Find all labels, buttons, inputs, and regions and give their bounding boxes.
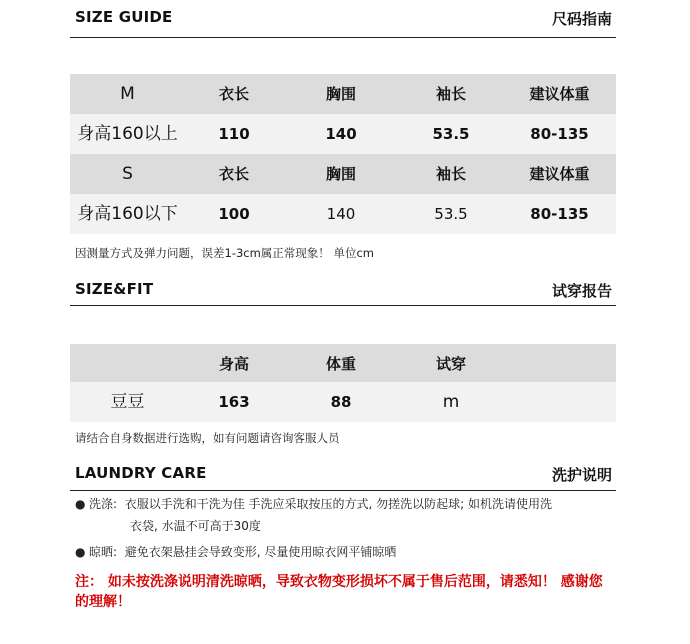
- size-fit-title-cn: 试穿报告: [551, 282, 612, 300]
- col-length: 衣长: [218, 85, 249, 103]
- fit-size-value: m: [442, 392, 460, 412]
- wash-text: 衣服以手洗和干洗为佳 手洗应采取按压的方式, 勿搓洗以防起球; 如机洗请使用洗: [124, 497, 552, 511]
- s-chest-value: 140: [326, 205, 356, 223]
- size-guide-rule: [70, 37, 616, 38]
- size-s-header-row: [70, 154, 616, 194]
- m-sleeve-value: 53.5: [432, 125, 470, 143]
- m-weight-value: 80-135: [530, 125, 589, 143]
- laundry-title: LAUNDRY CARE: [75, 464, 207, 482]
- measurement-note: 因测量方式及弹力问题，误差1-3cm属正常现象！ 单位cm: [75, 246, 374, 260]
- wash-text-continued: 衣袋, 水温不可高于30度: [130, 519, 261, 533]
- size-s-value-row: [70, 194, 616, 234]
- fit-weight-value: 88: [330, 393, 352, 411]
- s-weight-value: 80-135: [530, 205, 589, 223]
- col-sleeve: 袖长: [435, 85, 466, 103]
- dry-instruction: [75, 542, 396, 562]
- size-m-header-row: [70, 74, 616, 114]
- wash-instruction: [75, 494, 552, 514]
- fit-height-value: 163: [218, 393, 250, 411]
- col-chest: 胸围: [325, 85, 356, 103]
- after-sales-warning: 注： 如未按洗涤说明清洗晾晒，导致衣物变形损坏不属于售后范围，请悉知！ 感谢您的理解！: [75, 574, 603, 610]
- col-weight: 建议体重: [529, 85, 590, 103]
- bullet-icon: ●: [75, 545, 86, 559]
- size-m-value-row: [70, 114, 616, 154]
- col-chest: 胸围: [325, 165, 356, 183]
- height-below-160: 身高160以下: [77, 204, 178, 224]
- size-label-m: M: [120, 84, 135, 104]
- fit-col-weight: 体重: [325, 355, 356, 373]
- col-length: 衣长: [218, 165, 249, 183]
- m-chest-value: 140: [325, 125, 357, 143]
- s-length-value: 100: [218, 205, 250, 223]
- fit-col-height: 身高: [218, 355, 249, 373]
- fit-col-name: [70, 344, 185, 384]
- col-weight: 建议体重: [529, 165, 590, 183]
- laundry-rule: [70, 490, 616, 491]
- size-fit-title: SIZE&FIT: [75, 280, 154, 298]
- fit-col-tried: 试穿: [435, 355, 466, 373]
- wash-label: 洗涤:: [89, 497, 118, 511]
- s-sleeve-value: 53.5: [434, 205, 468, 223]
- laundry-title-cn: 洗护说明: [551, 466, 612, 484]
- purchase-note: 请结合自身数据进行选购，如有问题请咨询客服人员: [75, 431, 340, 445]
- fit-value-row: [70, 382, 616, 422]
- size-fit-rule: [70, 305, 616, 306]
- size-label-s: S: [122, 164, 133, 184]
- size-guide-title-cn: 尺码指南: [551, 10, 612, 28]
- bullet-icon: ●: [75, 497, 86, 511]
- size-guide-title: SIZE GUIDE: [75, 8, 173, 26]
- height-above-160: 身高160以上: [77, 124, 178, 144]
- dry-text: 避免衣架悬挂会导致变形, 尽量使用晾衣网平铺晾晒: [124, 545, 397, 559]
- col-sleeve: 袖长: [435, 165, 466, 183]
- fit-model-name: 豆豆: [110, 392, 145, 412]
- m-length-value: 110: [218, 125, 250, 143]
- fit-header-row: [70, 344, 616, 384]
- dry-label: 晾晒:: [89, 545, 118, 559]
